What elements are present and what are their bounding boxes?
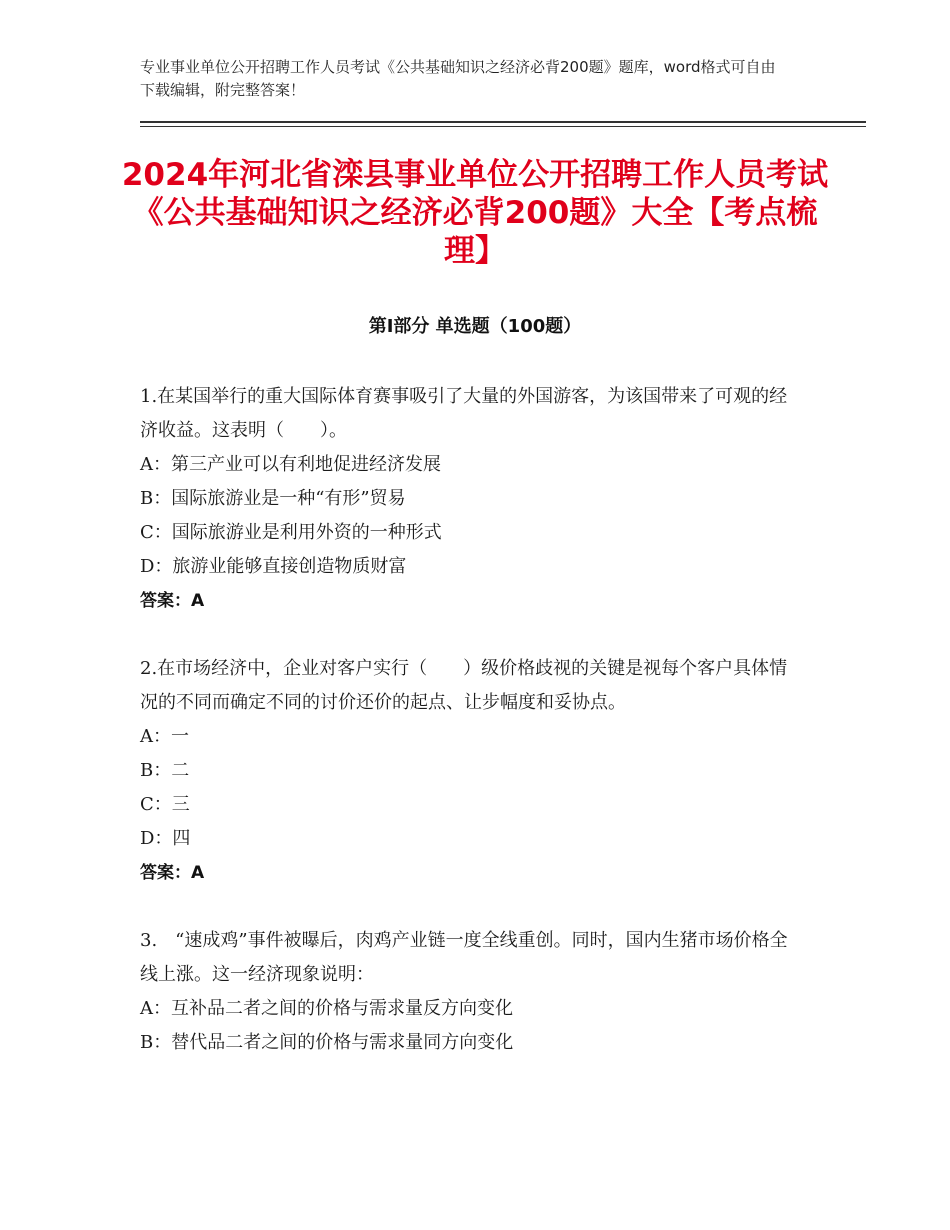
option-c: C：国际旅游业是利用外资的一种形式 [140, 522, 442, 543]
question-1 [140, 380, 805, 618]
header-note: 专业事业单位公开招聘工作人员考试《公共基础知识之经济必背200题》题库，word格式可自由下载编辑，附完整答案！ [140, 58, 776, 99]
option-a: A：一 [140, 726, 189, 747]
option-d: D：旅游业能够直接创造物质财富 [140, 556, 407, 577]
option-c: C：三 [140, 794, 190, 815]
question-3 [140, 924, 805, 1060]
question-list [140, 380, 805, 1094]
option-d: D：四 [140, 828, 191, 849]
option-b: B：替代品二者之间的价格与需求量同方向变化 [140, 1032, 514, 1053]
question-2 [140, 652, 805, 890]
document-title: 2024年河北省滦县事业单位公开招聘工作人员考试《公共基础知识之经济必背200题》大全【考点梳理】 [121, 157, 829, 269]
header-divider-thin [140, 126, 866, 127]
option-a: A：互补品二者之间的价格与需求量反方向变化 [140, 998, 513, 1019]
question-stem: 3. “速成鸡”事件被曝后，肉鸡产业链一度全线重创。同时，国内生猪市场价格全线上涨。这一经济现象说明： [140, 930, 788, 985]
option-a: A：第三产业可以有利地促进经济发展 [140, 454, 441, 475]
option-b: B：二 [140, 760, 190, 781]
answer: 答案：A [140, 863, 205, 883]
answer: 答案：A [140, 591, 205, 611]
section-title: 第Ⅰ部分 单选题（100题） [368, 316, 582, 337]
question-stem: 1.在某国举行的重大国际体育赛事吸引了大量的外国游客，为该国带来了可观的经济收益。这表明（ ）。 [140, 386, 788, 441]
header-divider-thick [140, 121, 866, 123]
option-b: B：国际旅游业是一种“有形”贸易 [140, 488, 406, 509]
question-stem: 2.在市场经济中，企业对客户实行（ ）级价格歧视的关键是视每个客户具体情况的不同而确定不同的讨价还价的起点、让步幅度和妥协点。 [140, 658, 788, 713]
